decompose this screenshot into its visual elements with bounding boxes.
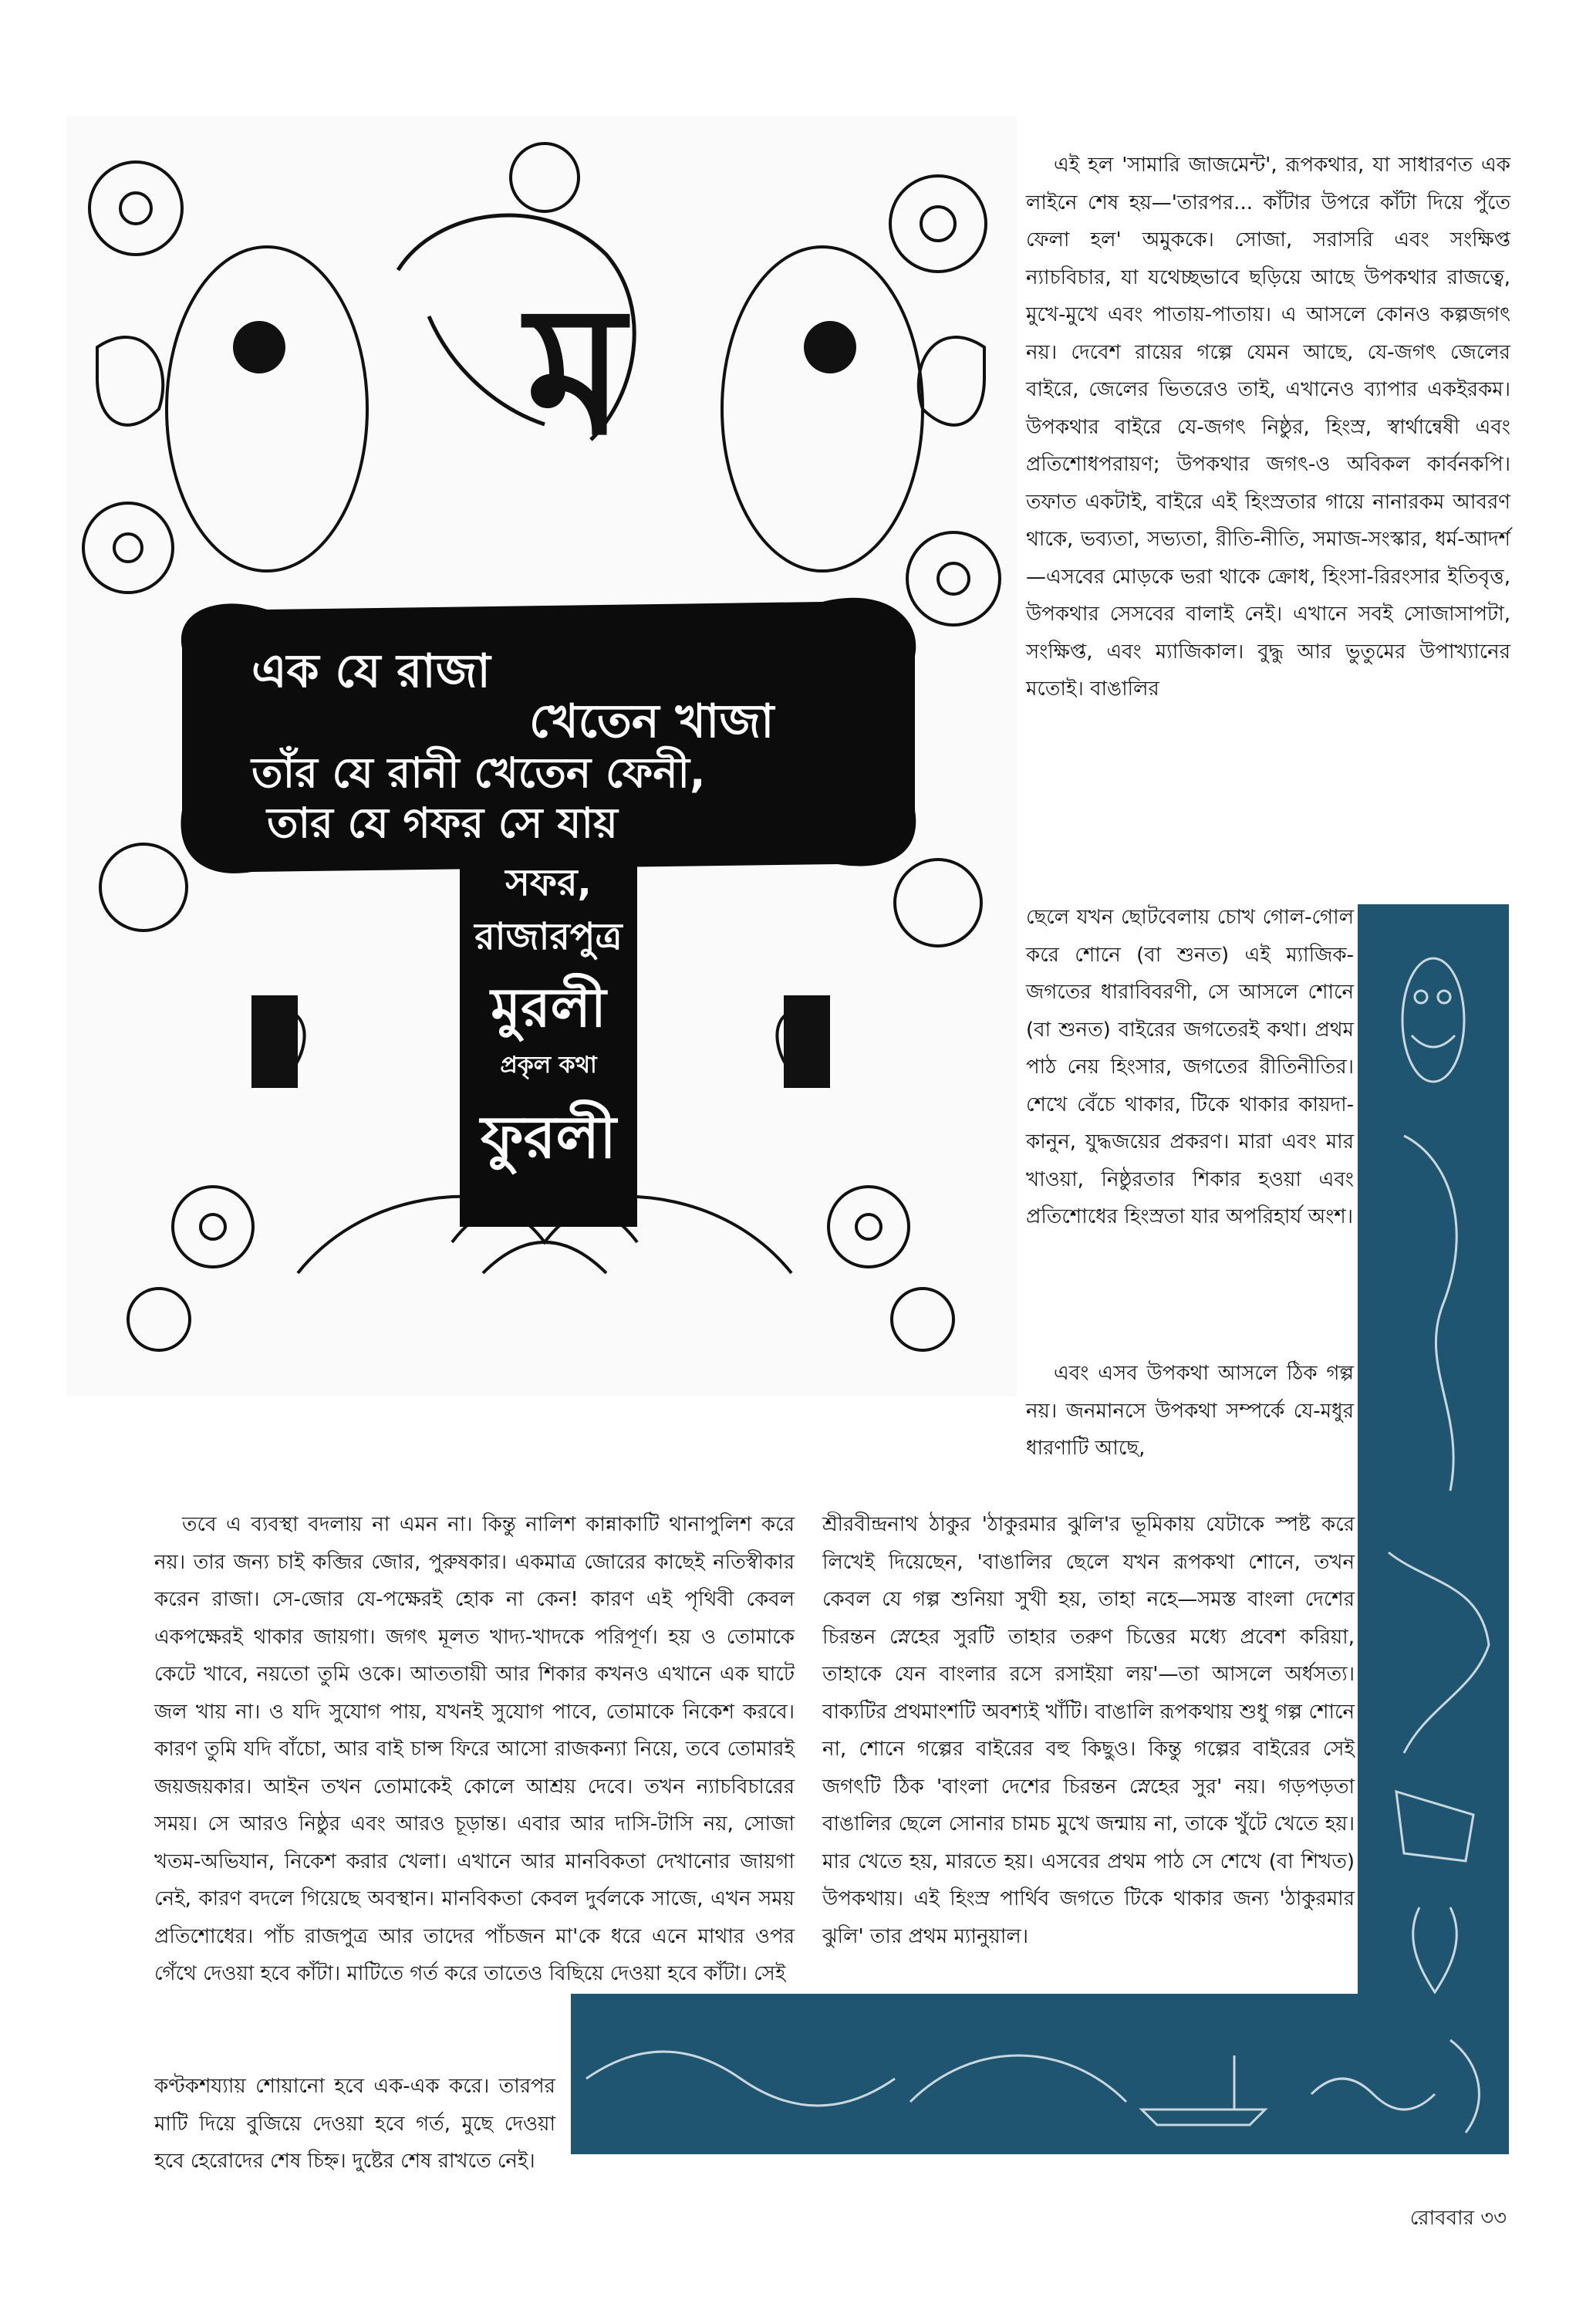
border-ornament-horizontal [571,1994,1509,2154]
banner-line-8: প্রকৃল কথা [500,1052,597,1079]
banner-line-6: রাজারপুত্র [474,915,623,958]
ornate-illustration [66,116,1017,1397]
border-ornament-vertical [1358,904,1509,2071]
decorative-border-horizontal [571,1994,1509,2154]
article-paragraph-right-narrow-2: এবং এসব উপকথা আসলে ঠিক গল্প নয়। জনমানসে উপকথা সম্পর্কে যে-মধুর ধারণাটি আছে, [1026,1362,1354,1460]
decorative-border-vertical [1358,904,1509,2071]
article-paragraph-right-narrow: ছেলে যখন ছোটবেলায় চোখ গোল-গোল করে শোনে (বা শুনত) এই ম্যাজিক-জগতের ধারাবিবরণী, সে আসলে শোনে (বা শুনত) বাইরের জগতেরই কথা। প্রথম পাঠ নেয় হিংসার, জগতের রীতিনীতির। শেখে বেঁচে থাকার, টিকে থাকার কায়দা-কানুন, যুদ্ধজয়ের প্রকরণ। মারা এবং মার খাওয়া, নিষ্ঠুরতার শিকার হওয়া এবং প্রতিশোধের হিংস্রতা যার অপরিহার্য অংশ। [1026,906,1354,1228]
article-paragraph-right-bottom: শ্রীরবীন্দ্রনাথ ঠাকুর 'ঠাকুরমার ঝুলি'র ভূমিকায় যেটাকে স্পষ্ট করে লিখেই দিয়েছেন, 'বাঙালির ছেলে যখন রূপকথা শোনে, তখন কেবল যে গল্প শুনিয়া সুখী হয়, তাহা নহে—সমস্ত বাংলা দেশের চিরন্তন স্নেহের সুরটি তাহার তরুণ চিত্তের মধ্যে প্রবেশ করিয়া, তাহাকে যেন বাংলার রসে রসাইয়া লয়'—তা আসলে অর্ধসত্য। বাক্যটির প্রথমাংশটি অবশ্যই খাঁটি। বাঙালি রূপকথায় শুধু গল্প শোনে না, শোনে গল্পের বাইরের বহু কিছুও। কিন্তু গল্পের বাইরের সেই জগৎটি ঠিক 'বাংলা দেশের চিরন্তন স্নেহের সুর' নয়। গড়পড়তা বাঙালির ছেলে সোনার চামচ মুখে জন্মায় না, তাকে খুঁটে খেতে হয়। মার খেতে হয়, মারতে হয়। এসবের প্রথম পাঠ সে শেখে (বা শিখত) উপকথায়। এই হিংস্র পার্থিব জগতে টিকে থাকার জন্য 'ঠাকুরমার ঝুলি' তার প্রথম ম্যানুয়াল। [822,1513,1355,1948]
banner-line-1: এক যে রাজা [251,644,491,698]
article-paragraph-left-narrow: কণ্টকশয্যায় শোয়ানো হবে এক-এক করে। তারপর মাটি দিয়ে বুজিয়ে দেওয়া হবে গর্ত, মুছে দেওয়া হবে হেরোদের শেষ চিহ্ন। দুষ্টের শেষ রাখতে নেই। [154,2075,555,2173]
article-paragraph-right-top: এই হল 'সামারি জাজমেন্ট', রূপকথার, যা সাধারণত এক লাইনে শেষ হয়—'তারপর... কাঁটার উপরে কাঁটা দিয়ে পুঁতে ফেলা হল' অমুককে। সোজা, সরাসরি এবং সংক্ষিপ্ত ন্যাচবিচার, যা যথেচ্ছভাবে ছড়িয়ে আছে উপকথার রাজত্বে, মুখে-মুখে এবং পাতায়-পাতায়। এ আসলে কোনও কল্পজগৎ নয়। দেবেশ রায়ের গল্পে যেমন আছে, যে-জগৎ জেলের বাইরে, জেলের ভিতরেও তাই, এখানেও ব্যাপার একইরকম। উপকথার বাইরে যে-জগৎ নিষ্ঠুর, হিংস্র, স্বার্থান্বেষী এবং প্রতিশোধপরায়ণ; উপকথার জগৎ-ও অবিকল কার্বনকপি। তফাত একটাই, বাইরে এই হিংস্রতার গায়ে নানারকম আবরণ থাকে, ভব্যতা, সভ্যতা, রীতি-নীতি, সমাজ-সংস্কার, ধর্ম-আদর্শ—এসবের মোড়কে ভরা থাকে ক্রোধ, হিংসা-রিরংসার ইতিবৃত্ত, উপকথার সেসবের বালাই নেই। এখানে সবই সোজাসাপটা, সংক্ষিপ্ত, এবং ম্যাজিকাল। বুদ্ধু আর ভুতুমের উপাখ্যানের মতোই। বাঙালির [1026,154,1510,701]
banner-line-7: মুরলী [491,976,606,1039]
banner-line-5: সফর, [505,861,592,904]
banner-line-2: খেতেন খাজা [529,694,775,748]
illustration-letter: ম [526,269,625,475]
article-paragraph-left: তবে এ ব্যবস্থা বদলায় না এমন না। কিন্তু নালিশ কান্নাকাটি থানাপুলিশ করে নয়। তার জন্য চাই কব্জির জোর, পুরুষকার। একমাত্র জোরের কাছেই নতিস্বীকার করেন রাজা। সে-জোর যে-পক্ষেরই হোক না কেন! কারণ এই পৃথিবী কেবল একপক্ষেরই থাকার জায়গা। জগৎ মূলত খাদ্য-খাদকে পরিপূর্ণ। হয় ও তোমাকে কেটে খাবে, নয়তো তুমি ওকে। আততায়ী আর শিকার কখনও এখানে এক ঘাটে জল খায় না। ও যদি সুযোগ পায়, যখনই সুযোগ পাবে, তোমাকে নিকেশ করবে। কারণ তুমি যদি বাঁচো, আর বাই চান্স ফিরে আসো রাজকন্যা নিয়ে, তবে তোমারই জয়জয়কার। আইন তখন তোমাকেই কোলে আশ্রয় দেবে। তখন ন্যাচবিচারের সময়। সে আরও নিষ্ঠুর এবং আরও চূড়ান্ত। এবার আর দাসি-টাসি নয়, সোজা খতম-অভিযান, নিকেশ করার খেলা। এখানে আর মানবিকতা দেখানোর জায়গা নেই, কারণ বদলে গিয়েছে অবস্থান। মানবিকতা কেবল দুর্বলকে সাজে, এখন সময় প্রতিশোধের। পাঁচ রাজপুত্র আর তাদের পাঁচজন মা'কে ধরে এনে মাথার ওপর গেঁথে দেওয়া হবে কাঁটা। মাটিতে গর্ত করে তাতেও বিছিয়ে দেওয়া হবে কাঁটা। সেই [154,1513,795,1985]
illustration-artwork [66,116,1017,1397]
banner-line-9: ফুরলী [481,1103,616,1171]
banner-line-3: তাঁর যে রানী খেতেন ফেনী, [251,748,706,797]
page-folio: রোববার ৩৩ [1409,2207,1507,2230]
banner-line-4: তার যে গফর সে যায় [267,799,618,847]
